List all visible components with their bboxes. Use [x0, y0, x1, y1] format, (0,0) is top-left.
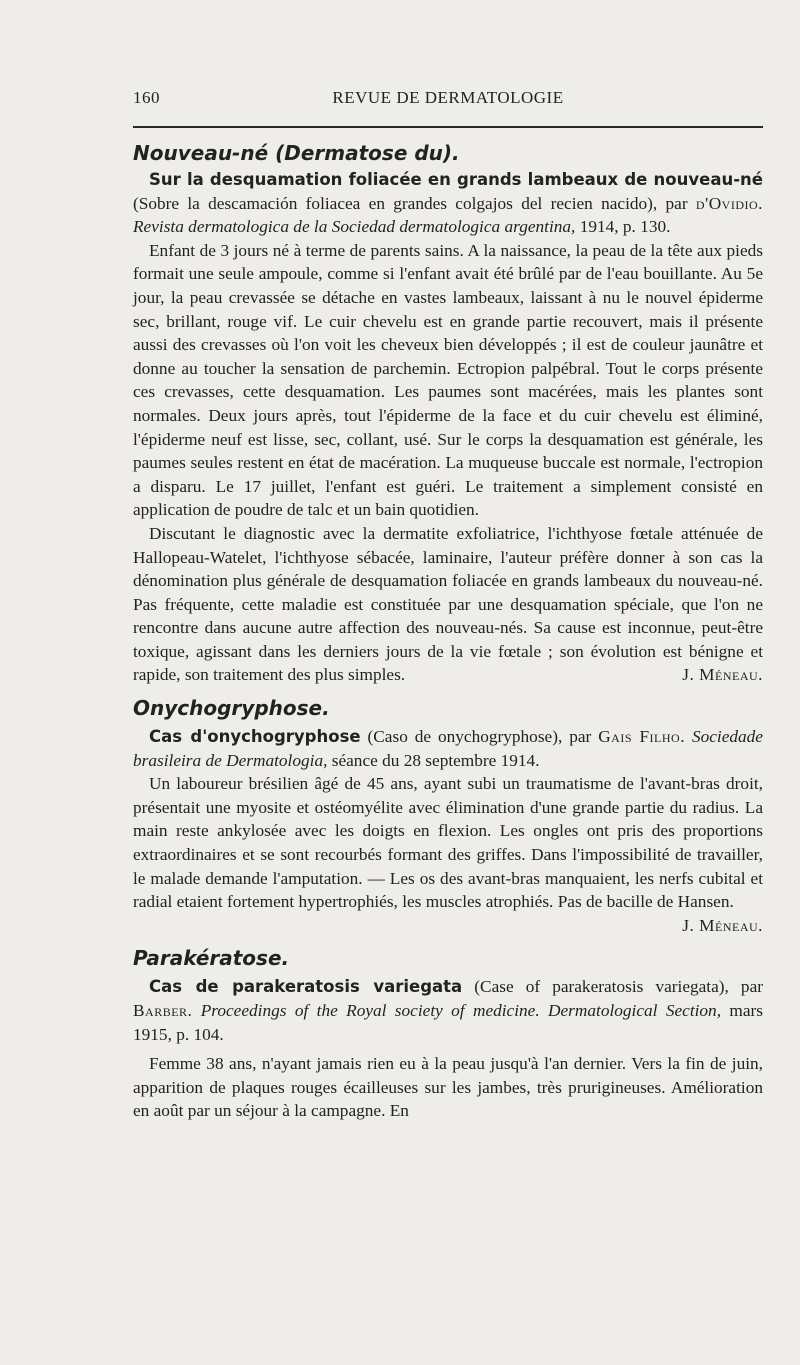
section-title: Parakératose. — [133, 946, 290, 971]
original-title: (Case of parakeratosis variegata), par — [474, 977, 764, 997]
bibliographic-reference — [133, 168, 763, 239]
article-title: Cas d'onychogryphose — [149, 727, 361, 747]
author-name: Barber. — [133, 1001, 193, 1020]
article-title: Sur la desquamation foliacée en grands lambeaux de nouveau-né — [149, 170, 763, 189]
bibliographic-reference — [133, 975, 763, 1046]
body-paragraph: Enfant de 3 jours né à terme de parents sains. A la naissance, la peau de la tête aux pieds formait une seule ampoule, comme si l'enfant avait été brûlé par de l'eau bouillante. Au 5e jour, la peau crevassée se détache en vastes lambeaux, laissant à nu le nouvel épiderme sec, brillant, rouge vif. Le cuir chevelu est en grande partie recouvert, mais il présente aussi des crevasses où l'on voit les cheveux bien développés ; il est de couleur jaunâtre et donne au toucher la sensation de parchemin. Ectropion palpébral. Tout le corps présente ces crevasses, cette desquamation. Les paumes sont macérées, mais les plantes sont normales. Deux jours après, tout l'épiderme de la face et du cuir chevelu est éliminé, l'épiderme neuf est lisse, sec, collant, usé. Sur le corps la desquamation est générale, les paumes seules restent en état de macération. La muqueuse buccale est normale, l'ectropion a disparu. Le 17 juillet, l'enfant est guéri. Le traitement a simplement consisté en application de poudre de talc et un bain quotidien. — [133, 240, 763, 520]
journal-source: Revista dermatologica de la Sociedad dermatologica argentina, — [133, 217, 576, 237]
header-rule — [133, 126, 763, 128]
author-name: Gais Filho. — [598, 727, 686, 747]
paragraph-text: Un laboureur brésilien âgé de 45 ans, ayant subi un traumatisme de l'avant-bras droit, présentait une myosite et ostéomyélite avec élimination d'une grande partie du radius. La main reste ankylosée avec les doigts en flexion. Les ongles ont pris des proportions extraordinaires et se sont recourbés formant des griffes. Dans l'impossibilité de travailler, le malade demande l'amputation. — Les os des avant-bras manquaient, les nerfs cubital et radial etaient fortement hypertrophiés, les muscles atrophiés. Pas de bacille de Hansen. — [133, 774, 763, 912]
journal-source: Proceedings of the Royal society of medicine. Dermatological Section, — [200, 1001, 722, 1020]
journal-source: Sociedade brasileira de Dermatologia, — [133, 727, 763, 770]
body-paragraph: Femme 38 ans, n'ayant jamais rien eu à la peau jusqu'à l'an dernier. Vers la fin de juin, apparition de plaques rouges écailleuses sur les jambes, très prurigineuses. Amélioration en août par un séjour à la campagne. En — [133, 1054, 763, 1121]
page-number: 160 — [133, 88, 160, 107]
body-paragraph — [133, 522, 763, 687]
bibliographic-reference — [133, 725, 763, 772]
running-title: REVUE DE DERMATOLOGIE — [332, 88, 564, 107]
author-signature: J. Méneau. — [682, 665, 763, 685]
body-paragraph — [133, 772, 763, 935]
page-header — [133, 88, 763, 114]
publication-pages: mars 1915, p. 104. — [133, 1001, 763, 1044]
paragraph-text: Discutant le diagnostic avec la dermatite exfoliatrice, l'ichthyose fœtale atténuée de Hallopeau-Watelet, l'ichthyose sébacée, laminaire, l'auteur préfère donner à son cas la dénomination plus générale de desquamation foliacée en grands lambeaux du nouveau-né. Pas fréquente, cette maladie est constituée par une desquamation spéciale, que l'on ne rencontre dans aucune autre affection des nouveau-nés. Sa cause est inconnue, peut-être toxique, agissant dans les derniers jours de la vie fœtale ; son évolution est bénigne et rapide, son traitement des plus simples. — [133, 523, 763, 685]
author-name: d'Ovidio. — [695, 193, 763, 213]
author-signature: J. Méneau. — [682, 915, 763, 935]
publication-pages: 1914, p. 130. — [579, 217, 671, 237]
page-body — [133, 140, 763, 1123]
section-title: Nouveau-né (Dermatose du). — [133, 141, 460, 165]
original-title: (Sobre la descamación foliacea en grandes colgajos del recien nacido), par — [133, 193, 688, 213]
original-title: (Caso de onychogryphose), par — [367, 727, 592, 747]
publication-pages: séance du 28 septembre 1914. — [331, 750, 540, 770]
article-title: Cas de parakeratosis variegata — [149, 977, 463, 997]
section-title: Onychogryphose. — [133, 696, 330, 721]
